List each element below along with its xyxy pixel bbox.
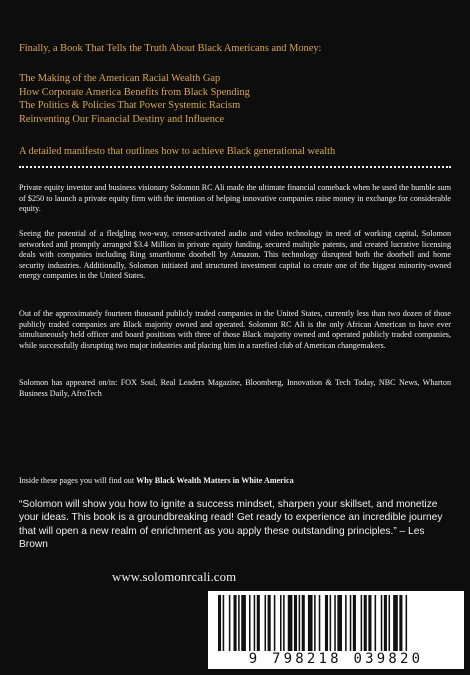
- isbn-barcode: [208, 591, 464, 669]
- barcode-bar: [364, 595, 367, 651]
- barcode-bar: [399, 595, 402, 651]
- barcode-bar: [368, 595, 371, 651]
- barcode-bar: [406, 595, 408, 651]
- testimonial-quote: “Solomon will show you how to ignite a success mindset, sharpen your skillset, and monetize your ideas. This book is a groundbreaking read! Get ready to experience an incredible journey that will open a new realm of enrichment as you apply these outstanding principles.” – Les Brown: [19, 499, 443, 550]
- barcode-bar: [314, 595, 316, 651]
- bio-paragraph: Out of the approximately fourteen thousand publicly traded companies in the United States, currently less than two dozen of those publicly traded companies are Black majority owned and operated. Solomon RC Ali is the only African American to have ever simultaneously held officer and board positions with three of those Black majority owned and operated publicly traded companies, while successfully disrupting two major industries and placing him in a rarefied club of American changemakers.: [19, 309, 451, 350]
- topic-list: [19, 72, 459, 126]
- topic-item: How Corporate America Benefits from Black Spending: [19, 86, 250, 98]
- barcode-bar: [381, 595, 383, 651]
- inside-lead: Inside these pages you will find out: [19, 476, 137, 485]
- bio-paragraph: Seeing the potential of a fledgling two-way, censor-activated audio and video technology in need of working capital, Solomon networked and promptly arranged $3.4 Million in private equity funding, secured multiple patents, and created lucrative licensing deals with companies including Ring smarthome doorbell by Amazon. This technology disrupted both the doorbell and home security industries. Additionally, Solomon initiated and structured investment capital to create one of the biggest minority-owned energy companies in the United States.: [19, 229, 451, 281]
- topic-item: Reinventing Our Financial Destiny and Influence: [19, 113, 225, 125]
- barcode-bar: [319, 595, 321, 651]
- website-url[interactable]: www.solomonrcali.com: [112, 570, 237, 584]
- dashed-divider: [19, 160, 451, 168]
- barcode-bar: [330, 595, 332, 651]
- barcode-bar: [234, 595, 237, 651]
- barcode-bar: [308, 595, 313, 651]
- barcode-bar: [249, 595, 251, 651]
- barcode-bar: [384, 595, 387, 651]
- barcode-bar: [268, 595, 271, 651]
- barcode-bar: [375, 595, 377, 651]
- barcode-bar: [238, 595, 240, 651]
- barcode-bar: [223, 595, 225, 651]
- barcode-bar: [254, 595, 256, 651]
- barcode-bar: [345, 595, 347, 651]
- barcode-bar: [389, 595, 391, 651]
- barcode-bar: [229, 595, 231, 651]
- barcode-bar: [334, 595, 336, 651]
- bio-paragraph: Private equity investor and business visionary Solomon RC Ali made the ultimate financial comeback when he used the humble sum of $250 to launch a private equity firm with the intention of helping innovative companies raise money in exchange for considerable equity.: [19, 183, 451, 214]
- barcode-bar: [325, 595, 328, 651]
- barcode-bar: [265, 595, 267, 651]
- barcode-bar: [393, 595, 398, 651]
- barcode-bar: [283, 595, 285, 651]
- headline: Finally, a Book That Tells the Truth About Black Americans and Money:: [19, 43, 322, 54]
- barcode-bar: [288, 595, 293, 651]
- barcode-bar: [241, 595, 246, 651]
- barcode-bar: [353, 595, 356, 651]
- barcode-digits: 9 798218 039820: [248, 651, 424, 667]
- manifesto-tagline: A detailed manifesto that outlines how to achieve Black generational wealth: [19, 146, 336, 157]
- barcode-bar: [299, 595, 301, 651]
- barcode-bar: [257, 595, 260, 651]
- media-appearances: Solomon has appeared on/in: FOX Soul, Real Leaders Magazine, Bloomberg, Innovation & Tech Today, NBC News, Wharton Business Daily, AfroTech: [19, 378, 451, 398]
- barcode-bar: [218, 595, 221, 651]
- inside-pages-line: [19, 476, 451, 487]
- barcode-bar: [280, 595, 282, 651]
- barcode-bar: [361, 595, 363, 651]
- book-title: Why Black Wealth Matters in White America: [136, 476, 294, 485]
- barcode-bar: [294, 595, 297, 651]
- barcode-bar: [302, 595, 305, 651]
- topic-item: The Politics & Policies That Power Systemic Racism: [19, 100, 241, 111]
- barcode-bar: [337, 595, 342, 651]
- topic-item: The Making of the American Racial Wealth Gap: [19, 73, 221, 84]
- barcode-bar: [274, 595, 276, 651]
- barcode-bar: [350, 595, 352, 651]
